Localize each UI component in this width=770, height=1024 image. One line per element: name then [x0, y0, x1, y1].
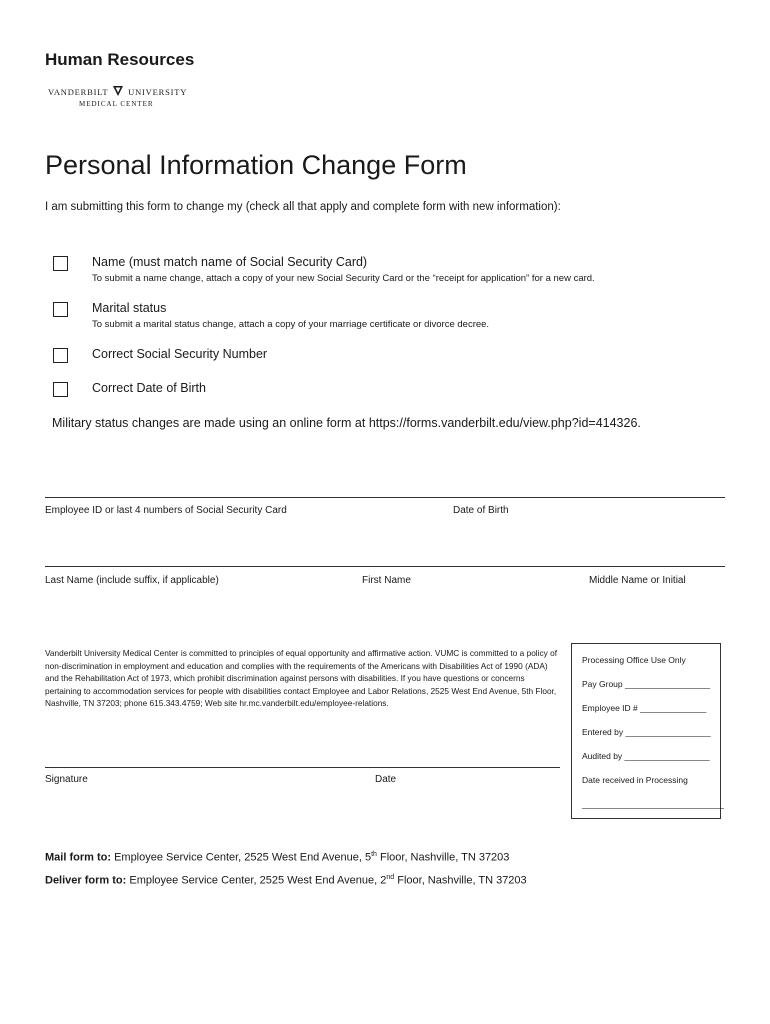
employee-id-dob-input-line[interactable]: [45, 497, 725, 498]
vanderbilt-v-oak-leaf-icon: [112, 85, 124, 97]
signature-label: Signature: [45, 774, 88, 785]
correct-dob-checkbox[interactable]: [53, 382, 68, 397]
date-label: Date: [375, 774, 397, 785]
logo-text-vanderbilt: VANDERBILT: [48, 87, 109, 97]
form-title: Personal Information Change Form: [45, 150, 467, 180]
first-name-label: First Name: [362, 575, 411, 586]
form-intro: I am submitting this form to change my (check all that apply and complete form with new information):: [45, 201, 561, 213]
pay-group-field[interactable]: Pay Group __________________: [582, 679, 711, 689]
entered-by-field[interactable]: Entered by __________________: [582, 727, 711, 737]
military-status-note: Military status changes are made using an online form at https://forms.vanderbilt.edu/view.php?id=414326.: [52, 416, 641, 430]
dob-label: Date of Birth: [453, 505, 509, 516]
last-name-label: Last Name (include suffix, if applicable): [45, 575, 219, 586]
deliver-floor-suffix: nd: [386, 874, 395, 881]
date-received-label: Date received in Processing: [582, 775, 688, 785]
deliver-address-rest: Floor, Nashville, TN 37203: [394, 874, 527, 887]
date-received-field[interactable]: ______________________________: [582, 799, 724, 809]
middle-name-label: Middle Name or Initial: [589, 575, 686, 586]
office-employee-id-field[interactable]: Employee ID # ______________: [582, 703, 707, 713]
mail-floor-suffix: th: [371, 851, 377, 858]
correct-ssn-checkbox[interactable]: [53, 348, 68, 363]
department-title: Human Resources: [45, 50, 195, 69]
option-label-dob: Correct Date of Birth: [92, 381, 206, 395]
mail-address-rest: Floor, Nashville, TN 37203: [376, 851, 510, 864]
deliver-form-label: Deliver form to:: [45, 874, 127, 887]
employee-id-label: Employee ID or last 4 numbers of Social Security Card: [45, 505, 287, 516]
option-label-name: Name (must match name of Social Security Card): [92, 255, 368, 269]
marital-status-checkbox[interactable]: [53, 302, 68, 317]
logo-text-university: UNIVERSITY: [128, 87, 188, 97]
option-note-marital: To submit a marital status change, attach a copy of your marriage certificate or divorce decree.: [92, 319, 490, 330]
option-label-marital: Marital status: [92, 301, 167, 315]
office-use-title: Processing Office Use Only: [582, 655, 686, 665]
name-change-checkbox[interactable]: [53, 256, 68, 271]
option-label-ssn: Correct Social Security Number: [92, 347, 268, 361]
mail-address-text: Employee Service Center, 2525 West End Avenue, 5: [114, 851, 372, 864]
option-note-name: To submit a name change, attach a copy of your new Social Security Card or the “receipt for application” for a new card.: [92, 273, 595, 284]
signature-input-line[interactable]: [45, 767, 560, 768]
audited-by-field[interactable]: Audited by __________________: [582, 751, 710, 761]
processing-office-box: [571, 643, 724, 819]
deliver-form-instructions: [45, 874, 527, 887]
mail-form-label: Mail form to:: [45, 851, 111, 864]
vanderbilt-logo: [48, 83, 188, 113]
equal-opportunity-policy: Vanderbilt University Medical Center is committed to principles of equal opportunity and affirmative action. VUMC is committed to a policy of non-discrimination in employment and education and complies with the requirements of the Americans with Disabilities Act of 1990 (ADA) and the Rehabilitation Act of 1973, which prohibit discrimination against persons with disabilities. If you have questions or concerns pertaining to accommodation services for people with disabilities contact Employee and Labor Relations, 2525 West End Avenue, 5th Floor, Nashville, TN 37203; phone 615.343.4759; Web site hr.mc.vanderbilt.edu/employee-relations.: [45, 648, 558, 708]
logo-text-medical-center: MEDICAL CENTER: [79, 100, 154, 108]
mail-form-instructions: [45, 851, 509, 864]
name-input-line[interactable]: [45, 566, 725, 567]
deliver-address-text: Employee Service Center, 2525 West End Avenue, 2: [129, 874, 387, 887]
